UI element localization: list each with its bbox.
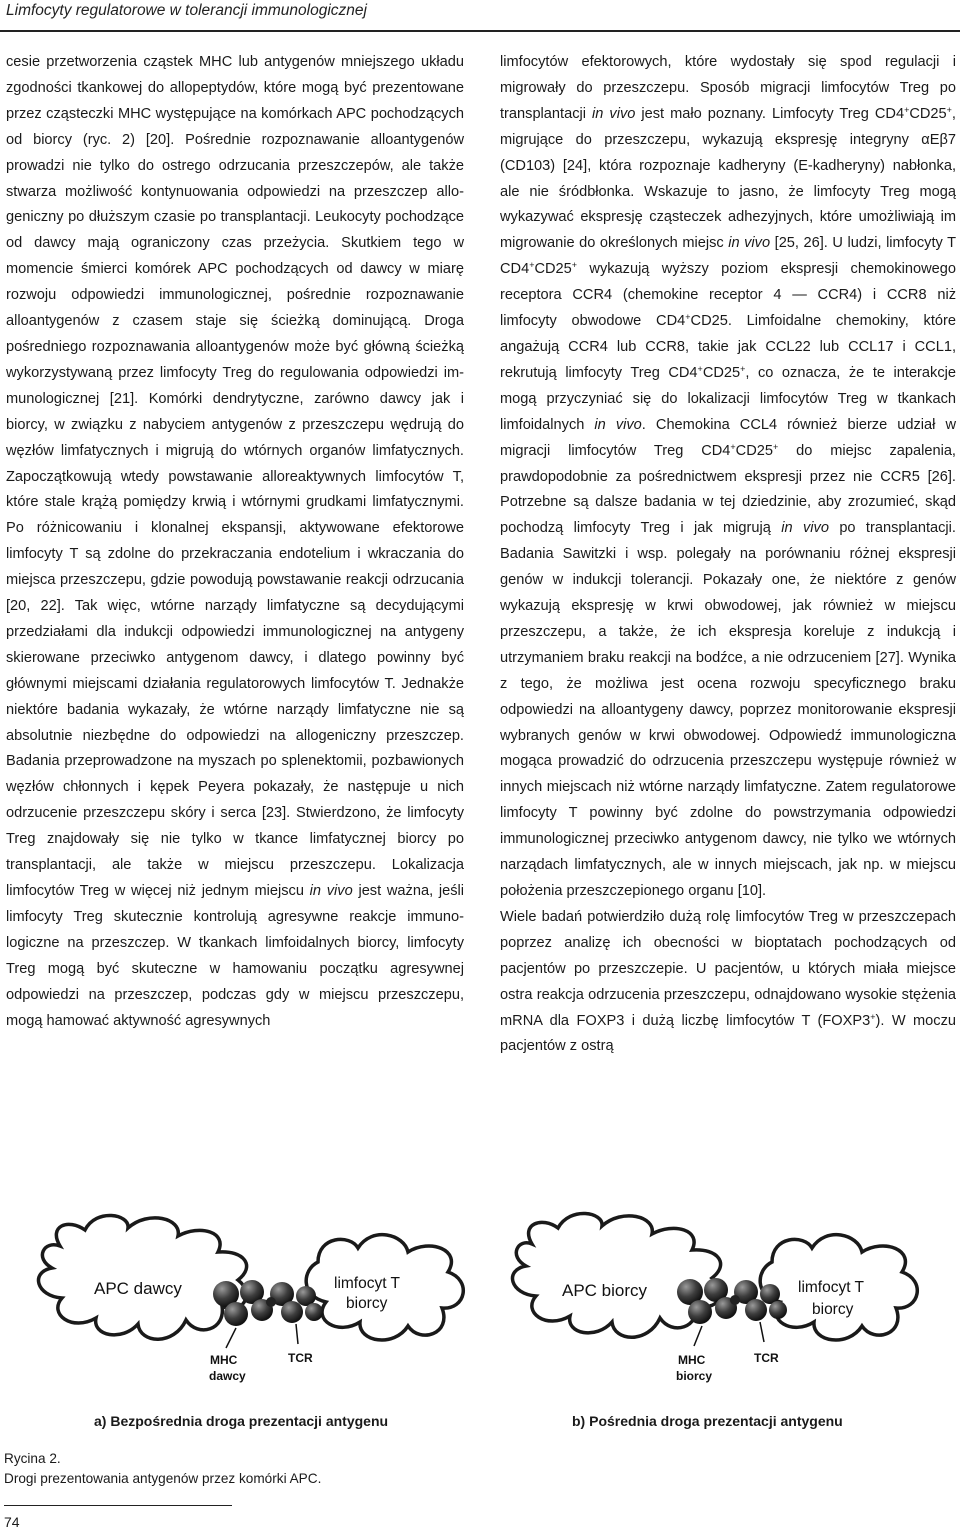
italic-in-vivo: in vivo — [309, 883, 353, 899]
left-text-2: jest ważna, jeśli limfocyty Treg skutecznie kontrolują agresywne reakcje immunologiczne na przeszczep. W tkankach limfoidalnych biorcy, limfocyty Treg mogą być skuteczne w hamowaniu początku agresywnej odpowiedzi na przeszczep, podczas gdy w miejscu przeszczepu, mogą hamować aktywność agresywnych — [6, 883, 464, 1029]
superscript: + — [740, 363, 746, 374]
mhc-pointer — [694, 1326, 702, 1346]
mhc-label-line1: MHC — [210, 1353, 238, 1367]
tcr-label: TCR — [754, 1351, 779, 1365]
tcell-label-line1: limfocyt T — [334, 1275, 401, 1292]
figure-caption-a: a) Bezpośrednia droga prezentacji antygenu — [94, 1413, 389, 1429]
italic-in-vivo: in vivo — [781, 520, 829, 537]
figure-caption-b: b) Pośrednia droga prezentacji antygenu — [572, 1413, 843, 1429]
right-text-s9: do miejsc zapalenia, prawdopodobnie za pośrednictwem ekspresji przez nie CCR5 [26]. Potrzebne są dalsze badania w tej dziedzinie, aby zrozumieć, skąd pochodzą limfocyty Treg i jak migrują — [500, 442, 956, 537]
right-paragraph-1 — [500, 50, 956, 905]
right-text-s3: , migrujące do przeszczepu, wykazują ekspresję integryny αEβ7 (CD103) [24], która rozpoznaje kadheryny (E-kadheryny) nabłonka, ale nie śródbłonka. Wskazuje to jasno, że limfocyty Treg mogą wykazywać ekspresję cząsteczek adhezyjnych, które umożliwiają im migrowanie do określonych miejsc — [500, 105, 956, 252]
tcell-label-line2: biorcy — [812, 1301, 854, 1318]
right-text-s5: wykazują wyższy poziom ekspresji chemokinowego receptora CCR4 (chemokine receptor 4 — CCR4) i CCR8 niż limfocyty obwodowe CD4 — [500, 261, 956, 330]
right-text-cd25: CD25 — [702, 364, 741, 381]
page-number: 74 — [4, 1514, 20, 1530]
mhc-tcr-complex — [677, 1278, 787, 1324]
apc-cell-shape — [513, 1213, 721, 1337]
superscript: + — [904, 104, 910, 115]
tcr-pointer — [296, 1324, 298, 1344]
right-text-s1: limfocytów efektorowych, które wydostały się spod regulacji i migrowały do przeszczepu. Sposób migracji limfocytów Treg po transplantacji — [500, 54, 956, 122]
right-text-s8: . Chemokina CCL4 również bierze udział w migracji limfocytów Treg CD4 — [500, 416, 956, 459]
left-text-1: cesie przetworzenia cząstek MHC lub antygenów mniejszego układu zgodności tkankowej do allopeptydów, które mogą być prezentowane przez cząsteczki MHC występujące na komórkach APC pochodzących od biorcy (ryc. 2) [20]. Pośrednie rozpoznawanie alloantygenów prowadzi nie tylko do ostrego odrzucania przeszczepów, ale także stwarza możliwość kontynuowania odpowiedzi na przeszczep allogeniczny po dłuższym czasie po transplantacji. Leukocyty pochodzące od dawcy mają ograniczony czas przeżycia. Skutkiem tego w momencie śmierci komórek APC pochodzących od dawcy w miarę rozwoju odpowiedzi immunologicznej, pośrednie rozpoznawanie alloantygenów z czasem staje się ścieżką dominującą. Droga pośredniego rozpoznawania alloantygenów może być główną ścieżką wykorzystywaną przez limfocyty Treg do regulowania odpowiedzi immunologicznej [21]. Komórki dendrytyczne, zarówno dawcy jak i biorcy, w związku z nabyciem antygenów z przeszczepu wędrują do węzłów limfatycznych i migrują do wtórnych organów limfatycznych. Zapoczątkowują wtedy powstawanie alloreaktywnych limfocytów T, które stale krążą pomiędzy krwią i wtórnymi grudkami limfatycznymi. Po różnicowaniu i klonalnej ekspansji, aktywowane efektorowe limfocyty T są zdolne do przekraczania endotelium i wkraczania do miejsca przeszczepu, gdzie powodują powstawanie reakcji odrzucania [20, 22]. Tak więc, wtórne narządy limfatyczne są decydującymi przedziałami dla indukcji odpowiedzi immunologicznej na antygeny skierowane przeciwko antygenom dawcy, i dlatego powinny być głównymi miejscami działania regulatorowych limfocytów T. Jednakże niektóre badania wykazały, że wtórne narządy limfatyczne nie są absolutnie niezbędne do odpowiedzi na allogeniczny przeszczep. Badania przeprowadzone na myszach po splenektomii, pozbawionych węzłów chłonnych i kępek Peyera pokazały, że następuje u nich odrzucenie przeszczepu skóry i serca [23]. Stwierdzono, że limfocyty Treg znajdowały się nie tylko w tkance limfatycznej biorcy po transplantacji, ale także w miejscu przeszczepu. Lokalizacja limfocytów Treg w więcej niż jednym miejscu — [6, 54, 464, 899]
right-text-cd25: CD25 — [909, 105, 947, 122]
right-text-p2-end: ). W moczu pacjentów z ostrą — [500, 1012, 957, 1055]
left-paragraph — [6, 50, 464, 1034]
superscript: + — [946, 104, 952, 115]
apc-cell-shape — [39, 1215, 247, 1339]
superscript: + — [697, 363, 703, 374]
right-text-s10: po transplantacji. Badania Sawitzki i wsp. polegały na porównaniu różnej ekspresji genów w indukcji tolerancji. Pokazały one, że niektóre z genów wykazują ekspresję w krwi obwodowej, jak również w miejscu przeszczepu, a także, że ich ekspresja koreluje z indukcją i utrzymaniem braku reakcji na bodźce, a nie odrzuceniem [27]. Wynika z tego, że możliwa jest ocena rozwoju specyficznego braku odpowiedzi na alloantygeny dawcy, poprzez monitorowanie ekspresji wybranych genów w krwi obwodowej. Odpowiedź immunologiczna mogąca prowadzić do odrzucenia przeszczepu występuje również w innych miejscach niż wtórne narządy limfatyczne. Zatem regulatorowe limfocyty T powinny być zdolne do powstrzymania odpowiedzi immunologicznej przeciwko antygenom dawcy, nie tylko we wtórnych narządach limfatycznych, ale w innych miejscach, jak np. w miejscu położenia przeszczepionego organu [10]. — [500, 520, 956, 899]
footer-rule — [4, 1505, 232, 1506]
apc-label: APC biorcy — [562, 1281, 648, 1300]
tcell-label-line1: limfocyt T — [798, 1279, 865, 1296]
panel-a — [39, 1215, 464, 1383]
superscript: + — [685, 312, 691, 323]
mhc-label-line1: MHC — [678, 1353, 706, 1367]
right-text-s7: , co oznacza, że te interakcje mogą przyczyniać się do lokalizacji limfocytów Treg w tkankach limfoidalnych — [500, 364, 956, 433]
mhc-pointer — [226, 1328, 236, 1348]
italic-in-vivo: in vivo — [594, 416, 642, 433]
superscript: + — [571, 260, 578, 271]
right-text-s6: CD25. Limfoidalne chemokiny, które angażują CCR4 lub CCR8, takie jak CCL22 lub CCL17 i CCL1, rekrutują limfocyty Treg CD4 — [500, 313, 956, 381]
figure-label: Rycina 2. — [4, 1451, 61, 1466]
superscript: + — [730, 441, 736, 452]
figure-illustration — [0, 1196, 960, 1408]
tcr-pointer — [760, 1322, 764, 1342]
right-text-cd25: CD25 — [735, 442, 773, 459]
right-text-s2: jest mało poznany. Limfocyty Treg CD4 — [641, 105, 905, 122]
left-column — [6, 50, 464, 1034]
italic-in-vivo: in vivo — [728, 235, 771, 252]
apc-label: APC dawcy — [94, 1279, 182, 1298]
mhc-label-line2: dawcy — [209, 1369, 246, 1383]
superscript: + — [772, 441, 779, 452]
header-rule — [0, 30, 960, 32]
right-paragraph-2 — [500, 905, 956, 1060]
figure-description: Drogi prezentowania antygenów przez komórki APC. — [4, 1471, 322, 1486]
superscript: + — [529, 260, 535, 271]
figure-legend — [4, 1449, 321, 1489]
running-title: Limfocyty regulatorowe w tolerancji immunologicznej — [6, 2, 367, 19]
tcr-label: TCR — [288, 1351, 313, 1365]
panel-b — [513, 1213, 918, 1383]
mhc-tcr-complex — [213, 1280, 323, 1326]
right-text-cd25: CD25 — [534, 261, 572, 278]
mhc-label-line2: biorcy — [676, 1369, 713, 1383]
italic-in-vivo: in vivo — [592, 105, 636, 122]
right-column — [500, 50, 956, 1060]
right-text-s4: [25, 26]. U ludzi, limfocyty T CD4 — [500, 235, 957, 278]
right-text-p2: Wiele badań potwierdziło dużą rolę limfocytów Treg w przeszczepach poprzez analizę ich obecności w bioptatach pochodzących od pacjentów po przeszczepie. U pacjentów, u których miała miejsce ostra reakcja odrzucenia przeszczepu, odnajdowano wysokie stężenia mRNA dla FOXP3 i dużą liczbę limfocytów T (FOXP3 — [500, 908, 956, 1029]
tcell-label-line2: biorcy — [346, 1295, 388, 1312]
superscript: + — [870, 1011, 876, 1022]
